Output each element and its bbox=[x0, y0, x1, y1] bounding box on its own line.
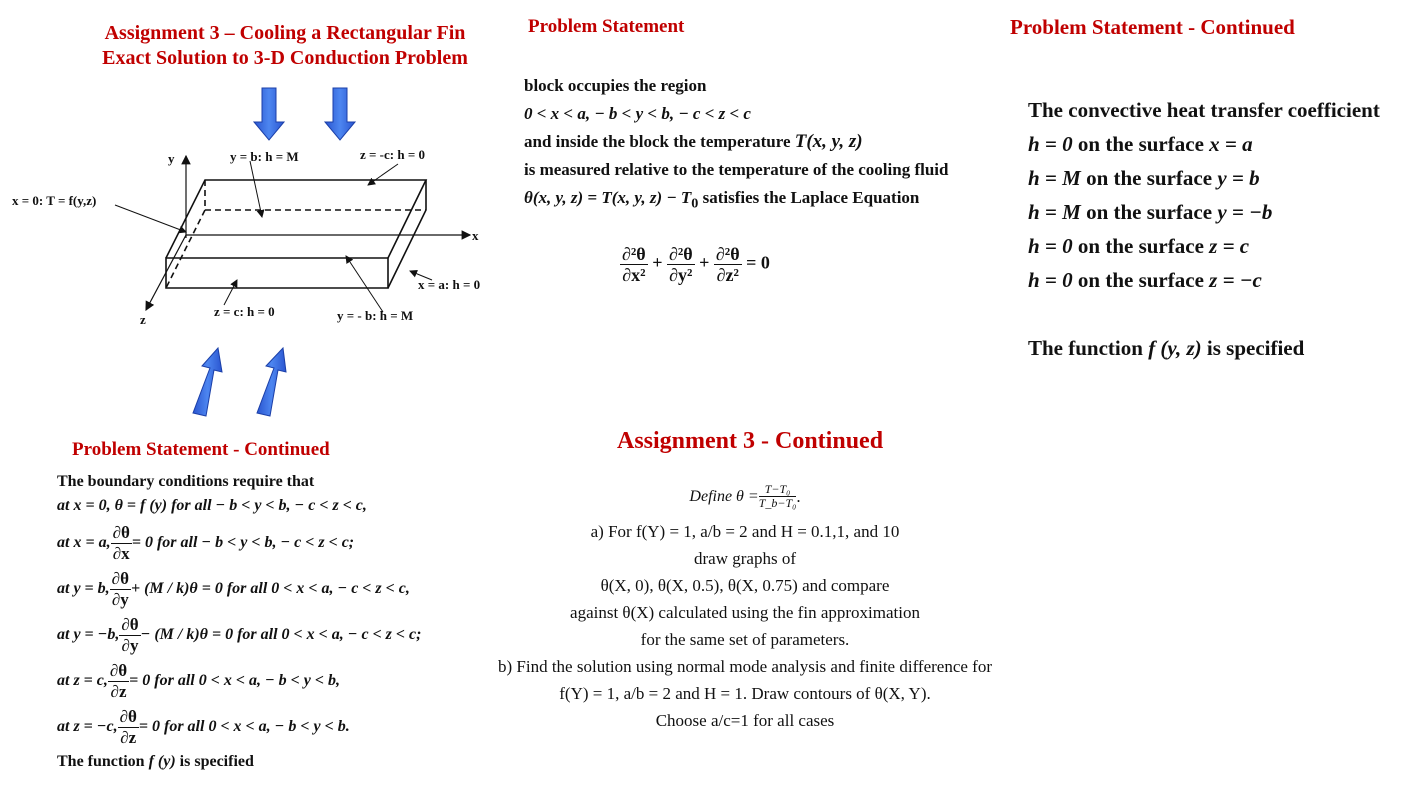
panel2-line1: block occupies the region bbox=[524, 76, 707, 95]
y-axis-label: y bbox=[168, 151, 175, 166]
panel2-line2: 0 < x < a, − b < y < b, − c < z < c bbox=[524, 104, 751, 123]
panel5-title: Assignment 3 - Continued bbox=[617, 428, 884, 454]
bc-x0: at x = 0, θ = f (y) for all − b < y < b, − c < z < c, bbox=[57, 497, 367, 514]
temperature-expr: T(x, y, z) bbox=[794, 131, 863, 152]
label-bottom-face: y = - b: h = M bbox=[337, 308, 414, 323]
panel1-title-line2: Exact Solution to 3-D Conduction Problem bbox=[102, 47, 468, 69]
panel3-line3: h = M on the surface y = b bbox=[1028, 166, 1260, 190]
panel2-line4: is measured relative to the temperature of the cooling fluid bbox=[524, 160, 949, 179]
theta-definition: Define θ = $\frac{\text{T−T₀}}{\text{T\_b−T₀}}$ . bbox=[689, 481, 801, 510]
panel2-text bbox=[524, 72, 948, 217]
panel3-title: Problem Statement - Continued bbox=[1010, 15, 1295, 39]
bc-yminusb: at y = −b, $\frac{\partial\theta}{\partial y}$ − (M / k)θ = 0 for all 0 < x < a, − c < z < c; bbox=[57, 614, 422, 655]
z-axis-label: z bbox=[140, 312, 146, 327]
panel3-line4: h = M on the surface y = −b bbox=[1028, 200, 1273, 224]
panel4-text bbox=[57, 472, 421, 774]
panel2-line5: θ(x, y, z) = T(x, y, $z) - T_0$ satisfies the Laplace Equation bbox=[524, 188, 920, 212]
theta-def-expr: θ(x, y, z) = T(x, y, z) − T bbox=[524, 188, 692, 207]
bc-yb: at y = b, $\frac{\partial\theta}{\partial y}$ + (M / k)θ = 0 for all 0 < x < a, − c < z < c, bbox=[57, 568, 410, 609]
fin-diagram bbox=[0, 80, 520, 420]
panel3-line5: h = 0 on the surface z = c bbox=[1028, 234, 1250, 258]
task-a-line3: θ(X, 0), θ(X, 0.5), θ(X, 0.75) and compare bbox=[600, 576, 890, 595]
panel3-line6: h = 0 on the surface z = −c bbox=[1028, 268, 1262, 292]
label-back-face: z = -c: h = 0 bbox=[360, 147, 425, 162]
label-right-face: x = a: h = 0 bbox=[418, 277, 481, 292]
bc-zminusc: at z = −c, $\frac{\partial\theta}{\partial z}$ = 0 for all 0 < x < a, − b < y < b. bbox=[57, 706, 350, 747]
panel3-function-line: The function f (y, z) is specified bbox=[1028, 336, 1305, 360]
panel5-text bbox=[470, 474, 1020, 734]
heat-arrow-up-1 bbox=[193, 348, 222, 416]
bc-xa: at x = a, $\frac{\partial\theta}{\partial x}$ = 0 for all − b < y < b, − c < z < c; bbox=[57, 522, 355, 563]
panel3-text bbox=[1028, 93, 1380, 365]
task-a-line5: for the same set of parameters. bbox=[640, 630, 850, 649]
task-b-line1: b) Find the solution using normal mode analysis and finite difference for bbox=[498, 657, 992, 676]
heat-arrow-down-1 bbox=[254, 88, 284, 140]
panel4-function-line: The function f (y) is specified bbox=[57, 753, 254, 770]
task-b-line2: f(Y) = 1, a/b = 2 and H = 1. Draw contours of θ(X, Y). bbox=[559, 684, 931, 703]
heat-arrow-down-2 bbox=[325, 88, 355, 140]
task-a-line1: a) For f(Y) = 1, a/b = 2 and H = 0.1,1, and 10 bbox=[590, 522, 900, 541]
task-a-line2: draw graphs of bbox=[694, 549, 796, 568]
panel1-title-line1: Assignment 3 – Cooling a Rectangular Fin bbox=[104, 22, 466, 44]
fin-block bbox=[166, 180, 426, 288]
laplace-equation: $\frac{\text{∂²θ}}{\text{∂x²}}$ + $\frac{\text{∂²θ}}{\text{∂y²}}$ + $\frac{\text{∂²θ}}{\text{∂z²}}$ = 0 bbox=[622, 244, 770, 285]
panel4-title: Problem Statement - Continued bbox=[72, 439, 330, 460]
panel3-line1: The convective heat transfer coefficient bbox=[1028, 98, 1380, 122]
heat-arrow-up-2 bbox=[257, 348, 286, 416]
label-top-face: y = b: h = M bbox=[230, 149, 299, 164]
panel3-line2: h = 0 on the surface x = a bbox=[1028, 132, 1253, 156]
x-axis-label: x bbox=[472, 228, 479, 243]
task-a-line4: against θ(X) calculated using the fin approximation bbox=[570, 603, 920, 622]
panel1-title bbox=[60, 21, 510, 71]
bc-intro: The boundary conditions require that bbox=[57, 473, 315, 490]
label-left-face: x = 0: T = f(y,z) bbox=[12, 193, 97, 208]
bc-zc: at z = c, $\frac{\partial\theta}{\partial z}$ = 0 for all 0 < x < a, − b < y < b, bbox=[57, 660, 340, 701]
panel2-line3: and inside the block the temperature T(x, y, z) bbox=[524, 131, 863, 152]
label-front-face: z = c: h = 0 bbox=[214, 304, 275, 319]
task-b-line3: Choose a/c=1 for all cases bbox=[655, 711, 835, 730]
panel2-title: Problem Statement bbox=[528, 16, 685, 37]
